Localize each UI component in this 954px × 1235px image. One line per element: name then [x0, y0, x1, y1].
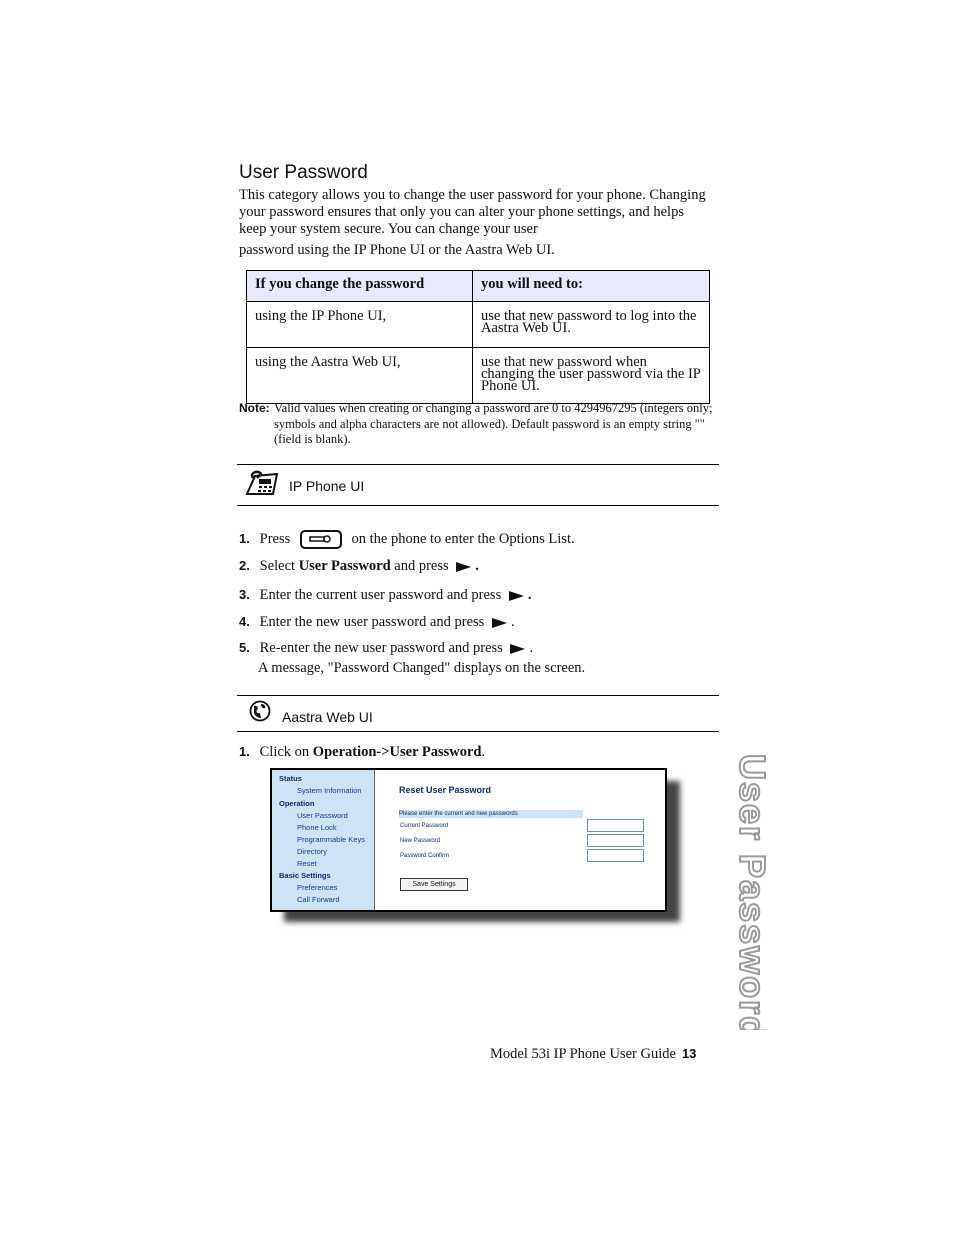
web-step-1: 1. Click on Operation->User Password. [239, 744, 486, 760]
sidebar-item: Basic Settings [279, 871, 331, 880]
divider [237, 731, 719, 732]
section-title: User Password [239, 162, 368, 183]
aastra-web-ui-label: Aastra Web UI [282, 709, 373, 725]
side-tab [690, 740, 790, 1030]
step-5: 5. Re-enter the new user password and press . [239, 640, 534, 656]
right-arrow-icon [456, 562, 471, 572]
table-header: you will need to: [473, 271, 710, 302]
sidebar-item: User Password [297, 811, 348, 820]
screenshot-main [375, 770, 665, 910]
intro-line-2: password using the IP Phone UI or the Aastra Web UI. [239, 242, 555, 258]
options-key-icon [300, 530, 342, 549]
sidebar-item: System Information [297, 786, 362, 795]
note-text: Valid values when creating or changing a password are 0 to 4294967295 (integers only; symbols and alpha characters are not allowed). Default password is an empty string "" (field is blank). [274, 401, 713, 446]
new-password-input [587, 834, 644, 847]
page-number: 13 [681, 1046, 697, 1061]
sidebar-item: Reset [297, 859, 317, 868]
table-cell: use that new password when changing the user password via the IP Phone UI. [473, 348, 710, 404]
table-row [247, 302, 710, 348]
intro-paragraph [239, 187, 709, 259]
field-label: Password Confirm [400, 853, 450, 859]
table-cell: using the IP Phone UI, [247, 302, 473, 348]
right-arrow-icon [492, 618, 507, 628]
divider [237, 464, 719, 465]
intro-line-1: This category allows you to change the user password for your phone. Changing your password ensures that only you can alter your phone settings, and helps keep your system secure. You can change your user [239, 187, 706, 237]
step-4: 4. Enter the new user password and press . [239, 614, 515, 630]
globe-icon [249, 700, 271, 722]
step-message: A message, "Password Changed" displays on the screen. [258, 660, 586, 676]
sidebar-item: Phone Lock [297, 823, 337, 832]
sidebar-item: Programmable Keys [297, 835, 365, 844]
table-row [247, 348, 710, 404]
right-arrow-icon [510, 644, 525, 654]
note-label: Note: [239, 401, 270, 415]
screenshot-sidebar [272, 770, 375, 910]
table-header: If you change the password [247, 271, 473, 302]
divider [237, 695, 719, 696]
field-label: New Password [400, 838, 441, 844]
side-tab-label: User Password [732, 754, 773, 1030]
sidebar-item: Directory [297, 847, 328, 856]
phone-icon [245, 470, 281, 498]
field-label: Current Password [400, 823, 449, 829]
password-confirm-input [587, 849, 644, 862]
save-settings-button: Save Settings [400, 878, 468, 891]
step-1: 1. Press on the phone to enter the Options List. [239, 530, 575, 549]
divider [237, 505, 719, 506]
sidebar-item: Operation [279, 799, 315, 808]
current-password-input [587, 819, 644, 832]
password-table [246, 270, 710, 404]
sidebar-item: Status [279, 774, 302, 783]
sidebar-item: Preferences [297, 883, 338, 892]
right-arrow-icon [509, 591, 524, 601]
note [239, 401, 719, 448]
screenshot-instruction: Please enter the current and new passwords [399, 810, 583, 818]
sidebar-item: Call Forward [297, 895, 340, 904]
table-cell: use that new password to log into the Aastra Web UI. [473, 302, 710, 348]
step-2: 2. Select User Password and press . [239, 558, 479, 574]
page-footer [490, 1046, 696, 1063]
table-cell: using the Aastra Web UI, [247, 348, 473, 404]
step-3: 3. Enter the current user password and press . [239, 587, 532, 603]
ip-phone-ui-label: IP Phone UI [289, 478, 365, 494]
web-ui-screenshot [270, 768, 667, 912]
screenshot-heading: Reset User Password [399, 785, 492, 795]
footer-text: Model 53i IP Phone User Guide [490, 1046, 676, 1062]
